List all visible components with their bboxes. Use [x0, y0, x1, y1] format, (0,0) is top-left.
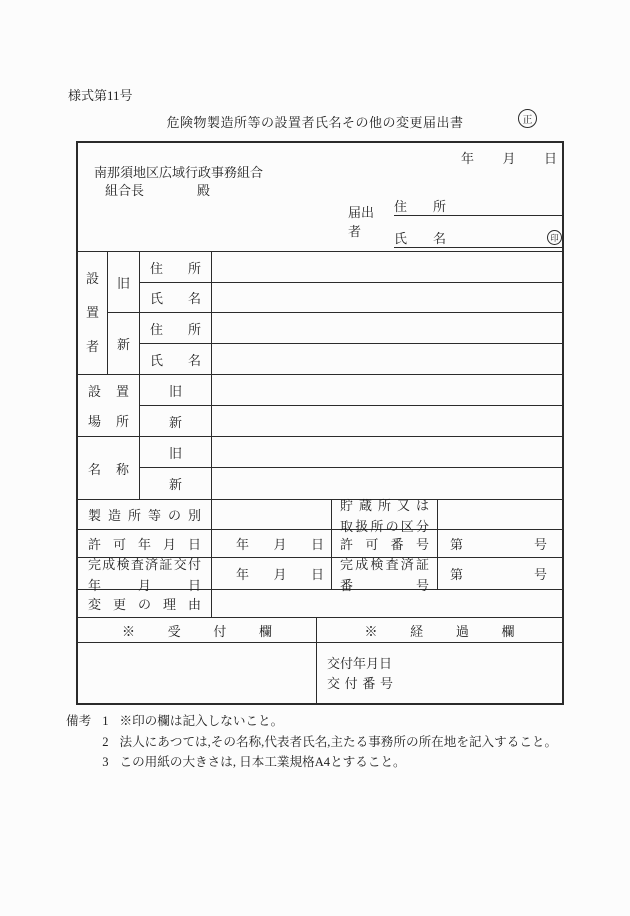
installer-old-address-label: 住 所	[150, 260, 201, 276]
permit-number-value	[438, 530, 562, 558]
completion-cert-number-value	[438, 558, 562, 590]
location-old-value	[212, 375, 562, 406]
form-header-cell	[78, 143, 562, 252]
installer-new-name-label-cell	[140, 344, 212, 375]
completion-cert-date-placeholder: 年 月 日	[236, 567, 324, 582]
installer-old-name-value	[212, 283, 562, 313]
installer-new-address-label: 住 所	[150, 321, 201, 337]
change-reason-label-cell	[78, 590, 212, 618]
form-title: 危険物製造所等の設置者氏名その他の変更届出書	[166, 115, 464, 130]
notifier-address-label: 住 所	[394, 199, 446, 214]
category-label-cell	[78, 500, 212, 530]
completion-cert-number-label-line1: 完成検査済証	[340, 556, 429, 572]
installer-new-name-value	[212, 344, 562, 375]
permit-date-value	[212, 530, 332, 558]
original-copy-mark: 正	[518, 109, 537, 128]
notifier-name-line	[394, 225, 562, 248]
installer-label-cell	[78, 252, 108, 375]
addressee-organization: 南那須地区広域行政事務組合	[94, 165, 264, 180]
category-value	[212, 500, 332, 530]
notifier-label: 届出者	[348, 204, 375, 239]
submission-date-line: 年 月 日	[461, 151, 557, 166]
installer-old-label: 旧	[108, 252, 140, 313]
location-new-label: 新	[140, 406, 212, 437]
remark-text: 法人にあつては,その名称,代表者氏名,主たる事務所の所在地を記入すること。	[119, 734, 558, 749]
completion-cert-date-label-line1: 完成検査済証交付	[88, 556, 201, 572]
notifier-address-line	[394, 193, 562, 216]
installer-label: 設置者	[85, 271, 99, 354]
permit-number-label: 許 可 番 号	[340, 537, 429, 552]
completion-cert-date-label-line2: 年 月 日	[88, 577, 201, 593]
reception-stamp-box	[78, 643, 317, 703]
notifier-fields	[394, 193, 562, 248]
installer-old-address-label-cell	[140, 252, 212, 283]
form-number: 様式第11号	[68, 88, 133, 103]
remarks-label: 備考	[66, 714, 92, 728]
storage-type-label-line1: 貯 蔵 所 又 は	[340, 497, 429, 513]
installer-new-address-label-cell	[140, 313, 212, 344]
notifier-block	[348, 193, 562, 248]
location-label-cell	[78, 375, 140, 437]
reception-column-header: ※ 受 付 欄	[122, 623, 272, 639]
completion-cert-number-label-cell	[332, 556, 438, 593]
completion-cert-number-label-line2: 番 号	[340, 577, 429, 593]
addressee-role: 組合長	[105, 183, 145, 198]
facility-name-label: 名 称	[88, 461, 129, 477]
permit-date-label: 許 可 年 月 日	[88, 537, 201, 552]
installer-old-name-label: 氏 名	[150, 291, 201, 306]
completion-cert-number-prefix: 第	[450, 567, 464, 582]
storage-type-label-cell	[332, 497, 438, 534]
installer-old-name-label-cell	[140, 283, 212, 313]
permit-date-placeholder: 年 月 日	[236, 537, 324, 552]
facility-name-label-cell	[78, 437, 140, 500]
location-old-label: 旧	[140, 375, 212, 406]
installer-old-address-value	[212, 252, 562, 283]
remark-number: 1	[102, 714, 109, 728]
storage-type-label-line2: 取扱所の区分	[340, 518, 429, 534]
storage-type-value	[438, 500, 562, 530]
issue-number-label: 交 付 番 号	[327, 676, 393, 691]
installer-new-label: 新	[108, 313, 140, 375]
addressee-line	[105, 180, 210, 199]
progress-column-header: ※ 経 過 欄	[364, 623, 515, 639]
change-reason-label: 変 更 の 理 由	[88, 597, 201, 612]
completion-cert-number-suffix: 号	[533, 567, 547, 582]
permit-number-suffix: 号	[533, 537, 547, 552]
form-table	[76, 141, 564, 705]
location-new-value	[212, 406, 562, 437]
remark-text: この用紙の大きさは, 日本工業規格A4とすること。	[119, 755, 406, 769]
change-reason-value	[212, 590, 562, 618]
notifier-name-label: 氏 名	[394, 231, 446, 246]
progress-stamp-box	[317, 643, 562, 703]
location-label-line2: 場 所	[88, 414, 129, 429]
remark-item	[102, 732, 557, 753]
facility-name-new-label: 新	[140, 468, 212, 500]
remark-number: 2	[102, 734, 109, 749]
remark-text: ※印の欄は記入しないこと。	[119, 714, 284, 728]
installer-new-name-label: 氏 名	[150, 352, 201, 368]
seal-mark-icon: 印	[547, 230, 562, 245]
progress-column-header-cell	[317, 618, 562, 643]
addressee-honorific: 殿	[197, 183, 211, 198]
remark-item	[102, 752, 557, 773]
category-label: 製 造 所 等 の 別	[88, 508, 201, 523]
facility-name-old-value	[212, 437, 562, 468]
issue-date-label: 交付年月日	[327, 656, 393, 671]
installer-new-address-value	[212, 313, 562, 344]
location-label-line1: 設 置	[88, 384, 129, 399]
permit-number-prefix: 第	[450, 537, 464, 552]
remark-item	[102, 711, 557, 732]
completion-cert-date-label-cell	[78, 556, 212, 593]
remark-number: 3	[102, 755, 109, 769]
remarks-block	[66, 711, 557, 773]
completion-cert-date-value	[212, 558, 332, 590]
facility-name-old-label: 旧	[140, 437, 212, 468]
reception-column-header-cell	[78, 618, 317, 643]
remarks-items	[102, 711, 557, 773]
